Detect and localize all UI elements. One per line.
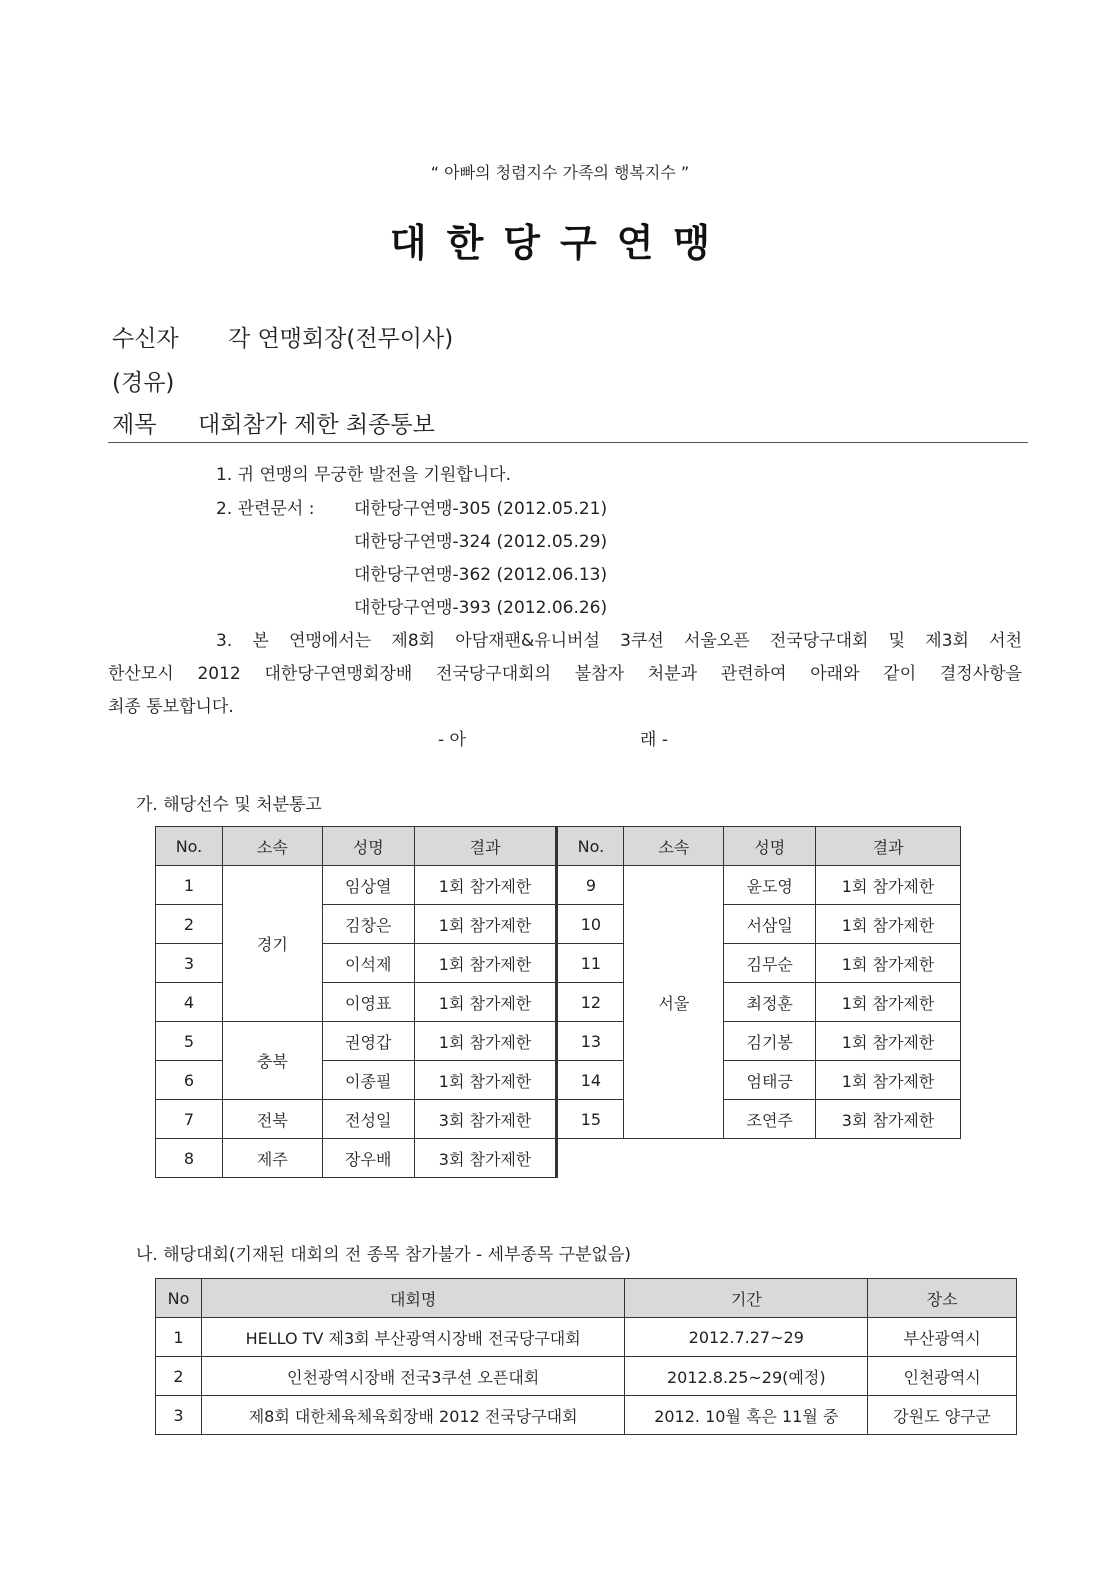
table-row bbox=[156, 1139, 961, 1178]
related-doc-3: 대한당구연맹-362 (2012.06.13) bbox=[354, 565, 608, 585]
cell-name: 엄태긍 bbox=[724, 1061, 816, 1100]
header-result: 결과 bbox=[414, 827, 557, 866]
empty-cell bbox=[557, 1139, 961, 1178]
cell-affiliation: 경기 bbox=[222, 866, 322, 1022]
header-name: 성명 bbox=[322, 827, 414, 866]
cell-affiliation: 제주 bbox=[222, 1139, 322, 1178]
header-place: 장소 bbox=[868, 1279, 1017, 1318]
recipient-label: 수신자 bbox=[112, 326, 179, 352]
paragraph-2-label: 2. 관련문서 : bbox=[216, 499, 315, 519]
header-period: 기간 bbox=[625, 1279, 868, 1318]
cell-no: 7 bbox=[156, 1100, 223, 1139]
cell-no: 1 bbox=[156, 866, 223, 905]
cell-affiliation: 전북 bbox=[222, 1100, 322, 1139]
organization-title: 대한당구연맹 bbox=[389, 221, 731, 265]
cell-no: 13 bbox=[557, 1022, 624, 1061]
cell-result: 1회 참가제한 bbox=[816, 905, 961, 944]
cell-tournament: 인천광역시장배 전국3쿠션 오픈대회 bbox=[201, 1357, 624, 1396]
below-heading-left: - 아 bbox=[438, 730, 466, 750]
tournament-table bbox=[155, 1278, 1017, 1435]
cell-no: 10 bbox=[557, 905, 624, 944]
table-header-row bbox=[156, 1279, 1017, 1318]
cell-result: 1회 참가제한 bbox=[816, 866, 961, 905]
cell-result: 1회 참가제한 bbox=[414, 1061, 557, 1100]
cell-no: 11 bbox=[557, 944, 624, 983]
cell-result: 1회 참가제한 bbox=[816, 1061, 961, 1100]
header-result: 결과 bbox=[816, 827, 961, 866]
header-no: No. bbox=[156, 827, 223, 866]
paragraph-3-line-1: 3. 본 연맹에서는 제8회 아담재팬&유니버설 3쿠션 서울오픈 전국당구대회 및 제3회 서천 bbox=[216, 631, 1022, 651]
cell-name: 이석제 bbox=[322, 944, 414, 983]
cell-tournament: HELLO TV 제3회 부산광역시장배 전국당구대회 bbox=[201, 1318, 624, 1357]
motto: “ 아빠의 청렴지수 가족의 행복지수 ” bbox=[430, 163, 690, 182]
table-row bbox=[156, 1022, 961, 1061]
header-affiliation: 소속 bbox=[624, 827, 724, 866]
header-divider bbox=[108, 442, 1028, 443]
below-heading-right: 래 - bbox=[640, 730, 668, 750]
header-no: No bbox=[156, 1279, 202, 1318]
table-row bbox=[156, 1396, 1017, 1435]
cell-tournament: 제8회 대한체육체육회장배 2012 전국당구대회 bbox=[201, 1396, 624, 1435]
section-a-title: 가. 해당선수 및 처분통고 bbox=[136, 795, 322, 815]
cell-no: 1 bbox=[156, 1318, 202, 1357]
cell-name: 조연주 bbox=[724, 1100, 816, 1139]
subject-label: 제목 bbox=[112, 412, 157, 438]
cell-no: 6 bbox=[156, 1061, 223, 1100]
related-doc-4: 대한당구연맹-393 (2012.06.26) bbox=[354, 598, 608, 618]
cell-result: 1회 참가제한 bbox=[414, 905, 557, 944]
cell-affiliation: 서울 bbox=[624, 866, 724, 1139]
paragraph-3-line-3: 최종 통보합니다. bbox=[108, 697, 234, 717]
cell-name: 이영표 bbox=[322, 983, 414, 1022]
cell-no: 12 bbox=[557, 983, 624, 1022]
cell-no: 5 bbox=[156, 1022, 223, 1061]
cell-period: 2012. 10월 혹은 11월 중 bbox=[625, 1396, 868, 1435]
cell-name: 김무순 bbox=[724, 944, 816, 983]
header-no: No. bbox=[557, 827, 624, 866]
cell-name: 서삼일 bbox=[724, 905, 816, 944]
cell-no: 2 bbox=[156, 905, 223, 944]
table-row bbox=[156, 1318, 1017, 1357]
cell-affiliation: 충북 bbox=[222, 1022, 322, 1100]
cell-result: 3회 참가제한 bbox=[816, 1100, 961, 1139]
cell-result: 1회 참가제한 bbox=[816, 1022, 961, 1061]
cell-result: 3회 참가제한 bbox=[414, 1139, 557, 1178]
cell-name: 이종필 bbox=[322, 1061, 414, 1100]
cell-period: 2012.8.25~29(예정) bbox=[625, 1357, 868, 1396]
paragraph-3-line-2: 한산모시 2012 대한당구연맹회장배 전국당구대회의 불참자 처분과 관련하여 아래와 같이 결정사항을 bbox=[108, 664, 1022, 684]
header-affiliation: 소속 bbox=[222, 827, 322, 866]
table-header-row bbox=[156, 827, 961, 866]
cell-name: 권영갑 bbox=[322, 1022, 414, 1061]
cell-period: 2012.7.27~29 bbox=[625, 1318, 868, 1357]
related-doc-2: 대한당구연맹-324 (2012.05.29) bbox=[354, 532, 608, 552]
cell-result: 1회 참가제한 bbox=[414, 1022, 557, 1061]
cell-name: 김기봉 bbox=[724, 1022, 816, 1061]
cell-result: 1회 참가제한 bbox=[816, 944, 961, 983]
cell-result: 1회 참가제한 bbox=[414, 944, 557, 983]
cell-result: 1회 참가제한 bbox=[816, 983, 961, 1022]
cell-place: 강원도 양구군 bbox=[868, 1396, 1017, 1435]
table-row bbox=[156, 866, 961, 905]
cell-name: 윤도영 bbox=[724, 866, 816, 905]
cell-name: 장우배 bbox=[322, 1139, 414, 1178]
cell-name: 최정훈 bbox=[724, 983, 816, 1022]
via-label: (경유) bbox=[112, 370, 175, 396]
cell-no: 4 bbox=[156, 983, 223, 1022]
header-name: 성명 bbox=[724, 827, 816, 866]
section-b-title: 나. 해당대회(기재된 대회의 전 종목 참가불가 - 세부종목 구분없음) bbox=[136, 1245, 632, 1265]
related-doc-1: 대한당구연맹-305 (2012.05.21) bbox=[354, 499, 608, 519]
cell-name: 전성일 bbox=[322, 1100, 414, 1139]
cell-result: 1회 참가제한 bbox=[414, 866, 557, 905]
cell-no: 8 bbox=[156, 1139, 223, 1178]
cell-no: 3 bbox=[156, 1396, 202, 1435]
cell-name: 임상열 bbox=[322, 866, 414, 905]
paragraph-1: 1. 귀 연맹의 무궁한 발전을 기원합니다. bbox=[216, 465, 511, 485]
cell-no: 3 bbox=[156, 944, 223, 983]
cell-no: 15 bbox=[557, 1100, 624, 1139]
cell-no: 2 bbox=[156, 1357, 202, 1396]
cell-place: 인천광역시 bbox=[868, 1357, 1017, 1396]
cell-result: 3회 참가제한 bbox=[414, 1100, 557, 1139]
table-row bbox=[156, 1357, 1017, 1396]
sanction-table bbox=[155, 826, 961, 1178]
cell-result: 1회 참가제한 bbox=[414, 983, 557, 1022]
cell-no: 9 bbox=[557, 866, 624, 905]
table-row bbox=[156, 1100, 961, 1139]
cell-name: 김창은 bbox=[322, 905, 414, 944]
subject-value: 대회참가 제한 최종통보 bbox=[198, 412, 435, 438]
recipient-value: 각 연맹회장(전무이사) bbox=[228, 326, 454, 352]
cell-place: 부산광역시 bbox=[868, 1318, 1017, 1357]
header-tournament: 대회명 bbox=[201, 1279, 624, 1318]
cell-no: 14 bbox=[557, 1061, 624, 1100]
